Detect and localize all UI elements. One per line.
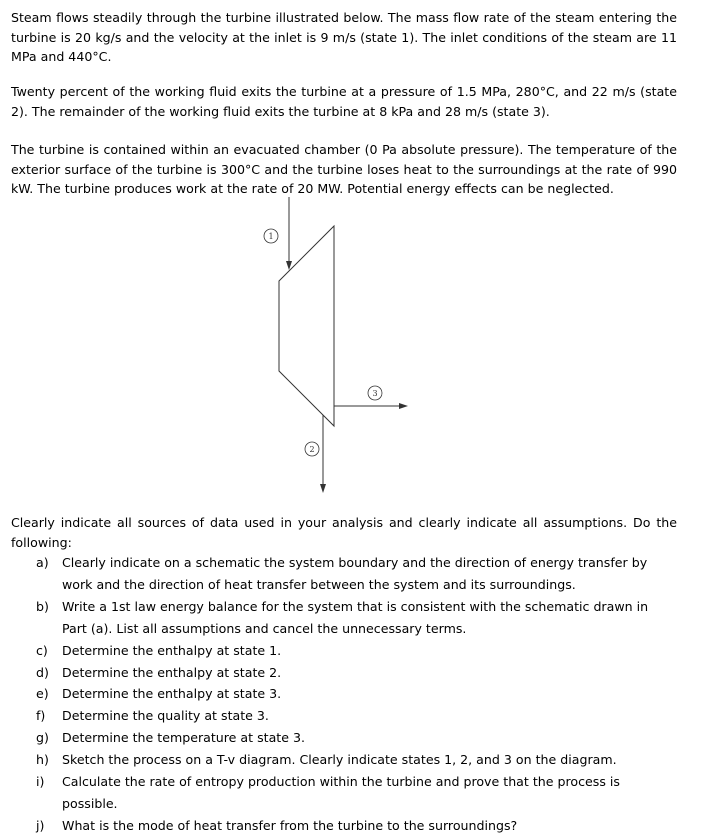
question-text: Determine the enthalpy at state 2. bbox=[62, 664, 282, 680]
question-i bbox=[36, 771, 676, 815]
question-letter: b) bbox=[36, 598, 49, 614]
turbine-body bbox=[279, 226, 334, 426]
question-g bbox=[36, 727, 676, 749]
question-letter: i) bbox=[36, 774, 45, 790]
state3-label: 3 bbox=[372, 389, 378, 398]
question-letter: c) bbox=[36, 642, 48, 658]
question-text: Clearly indicate on a schematic the system boundary and the direction of energy transfer by work and the direction of heat transfer between the system and its surroundings. bbox=[62, 555, 648, 592]
instructions-paragraph: Clearly indicate all sources of data used in your analysis and clearly indicate all assumptions. Do the following: bbox=[11, 515, 677, 550]
question-c bbox=[36, 640, 676, 662]
question-text: Sketch the process on a T-v diagram. Clearly indicate states 1, 2, and 3 on the diagram. bbox=[62, 752, 617, 768]
problem-paragraph-chamber: The turbine is contained within an evacuated chamber (0 Pa absolute pressure). The temperature of the exterior surface of the turbine is 300°C and the turbine loses heat to the surroundings at the rate of 990 kW. The turbine produces work at the rate of 20 MW. Potential energy effects can be neglected. bbox=[11, 142, 677, 196]
question-b bbox=[36, 596, 676, 640]
question-letter: d) bbox=[36, 664, 49, 680]
state1-label: 1 bbox=[268, 232, 274, 241]
question-text: Determine the enthalpy at state 1. bbox=[62, 642, 282, 658]
question-f bbox=[36, 705, 676, 727]
question-h bbox=[36, 749, 676, 771]
question-text: Calculate the rate of entropy production within the turbine and prove that the process is possible. bbox=[62, 774, 620, 811]
question-letter: h) bbox=[36, 752, 49, 768]
question-letter: e) bbox=[36, 686, 49, 702]
question-text: Determine the enthalpy at state 3. bbox=[62, 686, 282, 702]
question-j bbox=[36, 815, 676, 837]
question-d bbox=[36, 662, 676, 684]
question-letter: j) bbox=[36, 817, 45, 833]
turbine-schematic bbox=[250, 190, 430, 500]
question-letter: g) bbox=[36, 730, 49, 746]
question-text: Write a 1st law energy balance for the system that is consistent with the schematic drawn in Part (a). List all assumptions and cancel the unnecessary terms. bbox=[62, 598, 649, 636]
state2-label: 2 bbox=[309, 445, 315, 454]
question-text: Determine the quality at state 3. bbox=[62, 708, 269, 724]
question-a bbox=[36, 552, 676, 596]
exit3-arrow-icon bbox=[399, 403, 408, 409]
question-text: Determine the temperature at state 3. bbox=[62, 730, 306, 746]
exit2-arrow-icon bbox=[320, 484, 326, 493]
problem-paragraph-exits: Twenty percent of the working fluid exits the turbine at a pressure of 1.5 MPa, 280°C, and 22 m/s (state 2). The remainder of the working fluid exits the turbine at 8 kPa and 28 m/s (state 3). bbox=[11, 84, 677, 119]
question-letter: a) bbox=[36, 555, 49, 570]
question-letter: f) bbox=[36, 708, 46, 724]
question-text: What is the mode of heat transfer from the turbine to the surroundings? bbox=[62, 817, 518, 833]
question-list bbox=[36, 552, 676, 837]
problem-paragraph-inlet: Steam flows steadily through the turbine illustrated below. The mass flow rate of the steam entering the turbine is 20 kg/s and the velocity at the inlet is 9 m/s (state 1). The inlet conditions of the steam are 11 MPa and 440°C. bbox=[11, 10, 677, 64]
question-e bbox=[36, 683, 676, 705]
